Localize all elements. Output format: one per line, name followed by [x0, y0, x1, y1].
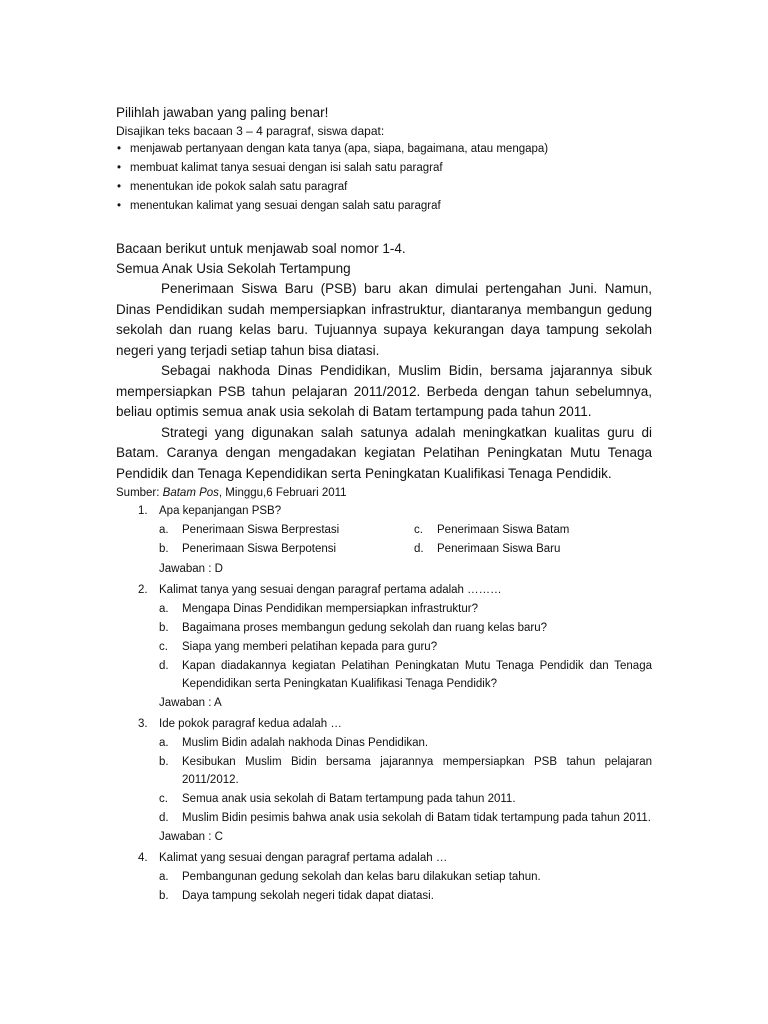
option-letter: b. [159, 756, 169, 768]
option-text: Pembangunan gedung sekolah dan kelas baru dilakukan setiap tahun. [182, 871, 541, 883]
option-text: Penerimaan Siswa Baru [437, 543, 561, 555]
option-letter: a. [159, 871, 169, 883]
option-letter: b. [159, 622, 169, 634]
option-list [159, 868, 652, 905]
option-a[interactable] [159, 521, 414, 539]
option-text: Bagaimana proses membangun gedung sekolah dan ruang kelas baru? [182, 622, 548, 634]
option-c[interactable] [414, 521, 684, 539]
option-letter: c. [414, 524, 423, 536]
reading-paragraph-1: Penerimaan Siswa Baru (PSB) baru akan dimulai pertengahan Juni. Namun, Dinas Pendidikan sudah mempersiapkan infrastruktur, diantaranya membangun gedung sekolah dan ruang kelas baru. Tujuannya supaya kekurangan daya tampung sekolah negeri yang terjadi setiap tahun bisa diatasi. [116, 281, 652, 358]
option-letter: d. [159, 660, 169, 672]
option-letter: d. [414, 543, 424, 555]
option-c[interactable] [159, 790, 652, 808]
question-number: 3. [138, 718, 148, 730]
question-4 [116, 849, 652, 905]
option-letter: b. [159, 890, 169, 902]
question-2 [116, 581, 652, 713]
option-letter: a. [159, 737, 169, 749]
option-text: Muslim Bidin pesimis bahwa anak usia sekolah di Batam tidak tertampung pada tahun 2011. [182, 812, 652, 824]
question-text: Kalimat yang sesuai dengan paragraf pertama adalah … [159, 852, 448, 864]
option-text: Semua anak usia sekolah di Batam tertampung pada tahun 2011. [182, 793, 516, 805]
option-text: Penerimaan Siswa Batam [437, 524, 570, 536]
question-3 [116, 715, 652, 847]
option-letter: a. [159, 603, 169, 615]
option-list [159, 600, 652, 693]
option-text: Kesibukan Muslim Bidin bersama jajarannya mempersiapkan PSB tahun pelajaran 2011/2012. [182, 756, 652, 786]
option-text: Penerimaan Siswa Berpotensi [182, 543, 337, 555]
question-1 [116, 502, 652, 579]
option-text: Daya tampung sekolah negeri tidak dapat diatasi. [182, 890, 434, 902]
competency-item: • menentukan kalimat yang sesuai dengan salah satu paragraf [116, 197, 652, 216]
question-text: Ide pokok paragraf kedua adalah … [159, 718, 342, 730]
question-number: 4. [138, 852, 148, 864]
option-b[interactable] [159, 753, 652, 789]
option-c[interactable] [159, 638, 652, 656]
option-text: Kapan diadakannya kegiatan Pelatihan Peningkatan Mutu Tenaga Pendidik dan Tenaga Kependidikan serta Peningkatan Kualifikasi Tenaga Pendidik? [182, 660, 652, 690]
competency-item: • menjawab pertanyaan dengan kata tanya (apa, siapa, bagaimana, atau mengapa) [116, 140, 652, 159]
question-text: Kalimat tanya yang sesuai dengan paragraf pertama adalah ……… [159, 584, 502, 596]
answer-key: Jawaban : C [159, 831, 223, 843]
question-number: 2. [138, 584, 148, 596]
option-b[interactable] [159, 619, 652, 637]
reading-intro: Bacaan berikut untuk menjawab soal nomor 1-4. [116, 241, 406, 256]
option-d[interactable] [414, 540, 684, 558]
option-b[interactable] [159, 540, 414, 558]
source-date: , Minggu,6 Februari 2011 [218, 487, 347, 499]
competency-item: • menentukan ide pokok salah satu paragraf [116, 178, 652, 197]
option-d[interactable] [159, 657, 652, 693]
reading-source [116, 484, 652, 502]
source-publication: Batam Pos [162, 487, 219, 499]
option-letter: c. [159, 793, 168, 805]
instruction-subtitle: Disajikan teks bacaan 3 – 4 paragraf, siswa dapat: [116, 124, 385, 138]
option-list [159, 734, 652, 827]
option-text: Mengapa Dinas Pendidikan mempersiapkan infrastruktur? [182, 603, 478, 615]
reading-title: Semua Anak Usia Sekolah Tertampung [116, 261, 351, 276]
option-a[interactable] [159, 734, 652, 752]
option-letter: d. [159, 812, 169, 824]
competency-item: • membuat kalimat tanya sesuai dengan isi salah satu paragraf [116, 159, 652, 178]
option-letter: c. [159, 641, 168, 653]
option-letter: b. [159, 543, 169, 555]
answer-key: Jawaban : A [159, 697, 222, 709]
option-text: Penerimaan Siswa Berprestasi [182, 524, 340, 536]
option-b[interactable] [159, 887, 652, 905]
option-text: Muslim Bidin adalah nakhoda Dinas Pendidikan. [182, 737, 429, 749]
answer-key: Jawaban : D [159, 563, 223, 575]
question-text: Apa kepanjangan PSB? [159, 505, 282, 517]
question-list [116, 502, 652, 905]
option-text: Siapa yang memberi pelatihan kepada para guru? [182, 641, 438, 653]
reading-paragraph-2: Sebagai nakhoda Dinas Pendidikan, Muslim Bidin, bersama jajarannya sibuk mempersiapkan PSB tahun pelajaran 2011/2012. Berbeda dengan tahun sebelumnya, beliau optimis semua anak usia sekolah di Batam tertampung pada tahun 2011. [116, 363, 652, 419]
reading-paragraph-3: Strategi yang digunakan salah satunya adalah meningkatkan kualitas guru di Batam. Caranya dengan mengadakan kegiatan Pelatihan Peningkatan Mutu Tenaga Pendidik dan Tenaga Kependidikan serta Peningkatan Kualifikasi Tenaga Pendidik. [116, 424, 652, 481]
question-number: 1. [138, 505, 148, 517]
competency-list [116, 140, 652, 216]
source-label: Sumber: [116, 487, 163, 499]
option-list [159, 521, 652, 559]
option-d[interactable] [159, 809, 652, 827]
instruction-title: Pilihlah jawaban yang paling benar! [116, 105, 329, 120]
option-a[interactable] [159, 868, 652, 886]
worksheet [116, 104, 652, 906]
option-letter: a. [159, 524, 169, 536]
option-a[interactable] [159, 600, 652, 618]
